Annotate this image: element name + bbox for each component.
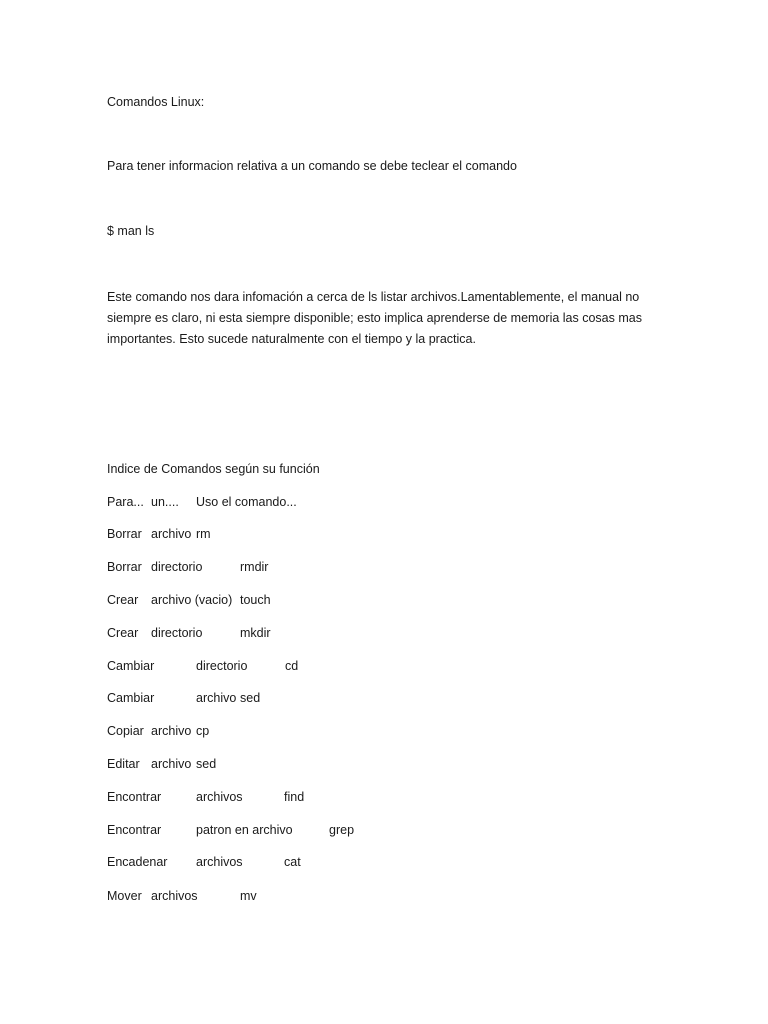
row-action: Borrar	[107, 527, 142, 541]
row-action: Copiar	[107, 724, 144, 738]
row-command: find	[284, 790, 305, 804]
table-header-cell: Para...	[107, 495, 144, 509]
row-object: directorio	[196, 659, 248, 673]
row-object: patron en archivo	[196, 823, 293, 837]
description-line: Este comando nos dara infomación a cerca de ls listar archivos.Lamentablemente, el manual no	[107, 290, 640, 304]
intro-text: Para tener informacion relativa a un comando se debe teclear el comando	[107, 159, 517, 173]
row-action: Mover	[107, 889, 142, 903]
row-object: archivos	[196, 855, 243, 869]
row-action: Cambiar	[107, 659, 155, 673]
table-header-cell: un....	[151, 495, 179, 509]
row-action: Borrar	[107, 560, 142, 574]
command-example: $ man ls	[107, 224, 155, 238]
index-heading: Indice de Comandos según su función	[107, 462, 320, 476]
row-command: cp	[196, 724, 210, 738]
table-header-cell: Uso el comando...	[196, 495, 297, 509]
row-command: sed	[240, 691, 261, 705]
row-object: directorio	[151, 626, 203, 640]
description-line: importantes. Esto sucede naturalmente con el tiempo y la practica.	[107, 332, 476, 346]
document-title: Comandos Linux:	[107, 95, 205, 109]
row-object: archivo (vacio)	[151, 593, 233, 607]
row-action: Crear	[107, 593, 139, 607]
row-command: mv	[240, 889, 257, 903]
row-command: mkdir	[240, 626, 271, 640]
row-object: archivos	[196, 790, 243, 804]
row-action: Encontrar	[107, 790, 162, 804]
row-object: directorio	[151, 560, 203, 574]
row-command: cat	[284, 855, 301, 869]
row-object: archivo	[151, 757, 192, 771]
row-object: archivos	[151, 889, 198, 903]
row-object: archivo	[151, 724, 192, 738]
row-action: Encadenar	[107, 855, 168, 869]
row-object: archivo	[151, 527, 192, 541]
row-command: touch	[240, 593, 271, 607]
description-line: siempre es claro, ni esta siempre disponible; esto implica aprenderse de memoria las cosas mas	[107, 311, 642, 325]
row-command: cd	[285, 659, 299, 673]
row-action: Crear	[107, 626, 139, 640]
row-action: Encontrar	[107, 823, 162, 837]
row-object: archivo	[196, 691, 237, 705]
row-command: rm	[196, 527, 211, 541]
row-command: grep	[329, 823, 355, 837]
description-paragraph	[107, 287, 652, 350]
row-action: Cambiar	[107, 691, 155, 705]
row-command: sed	[196, 757, 217, 771]
row-action: Editar	[107, 757, 140, 771]
row-command: rmdir	[240, 560, 269, 574]
